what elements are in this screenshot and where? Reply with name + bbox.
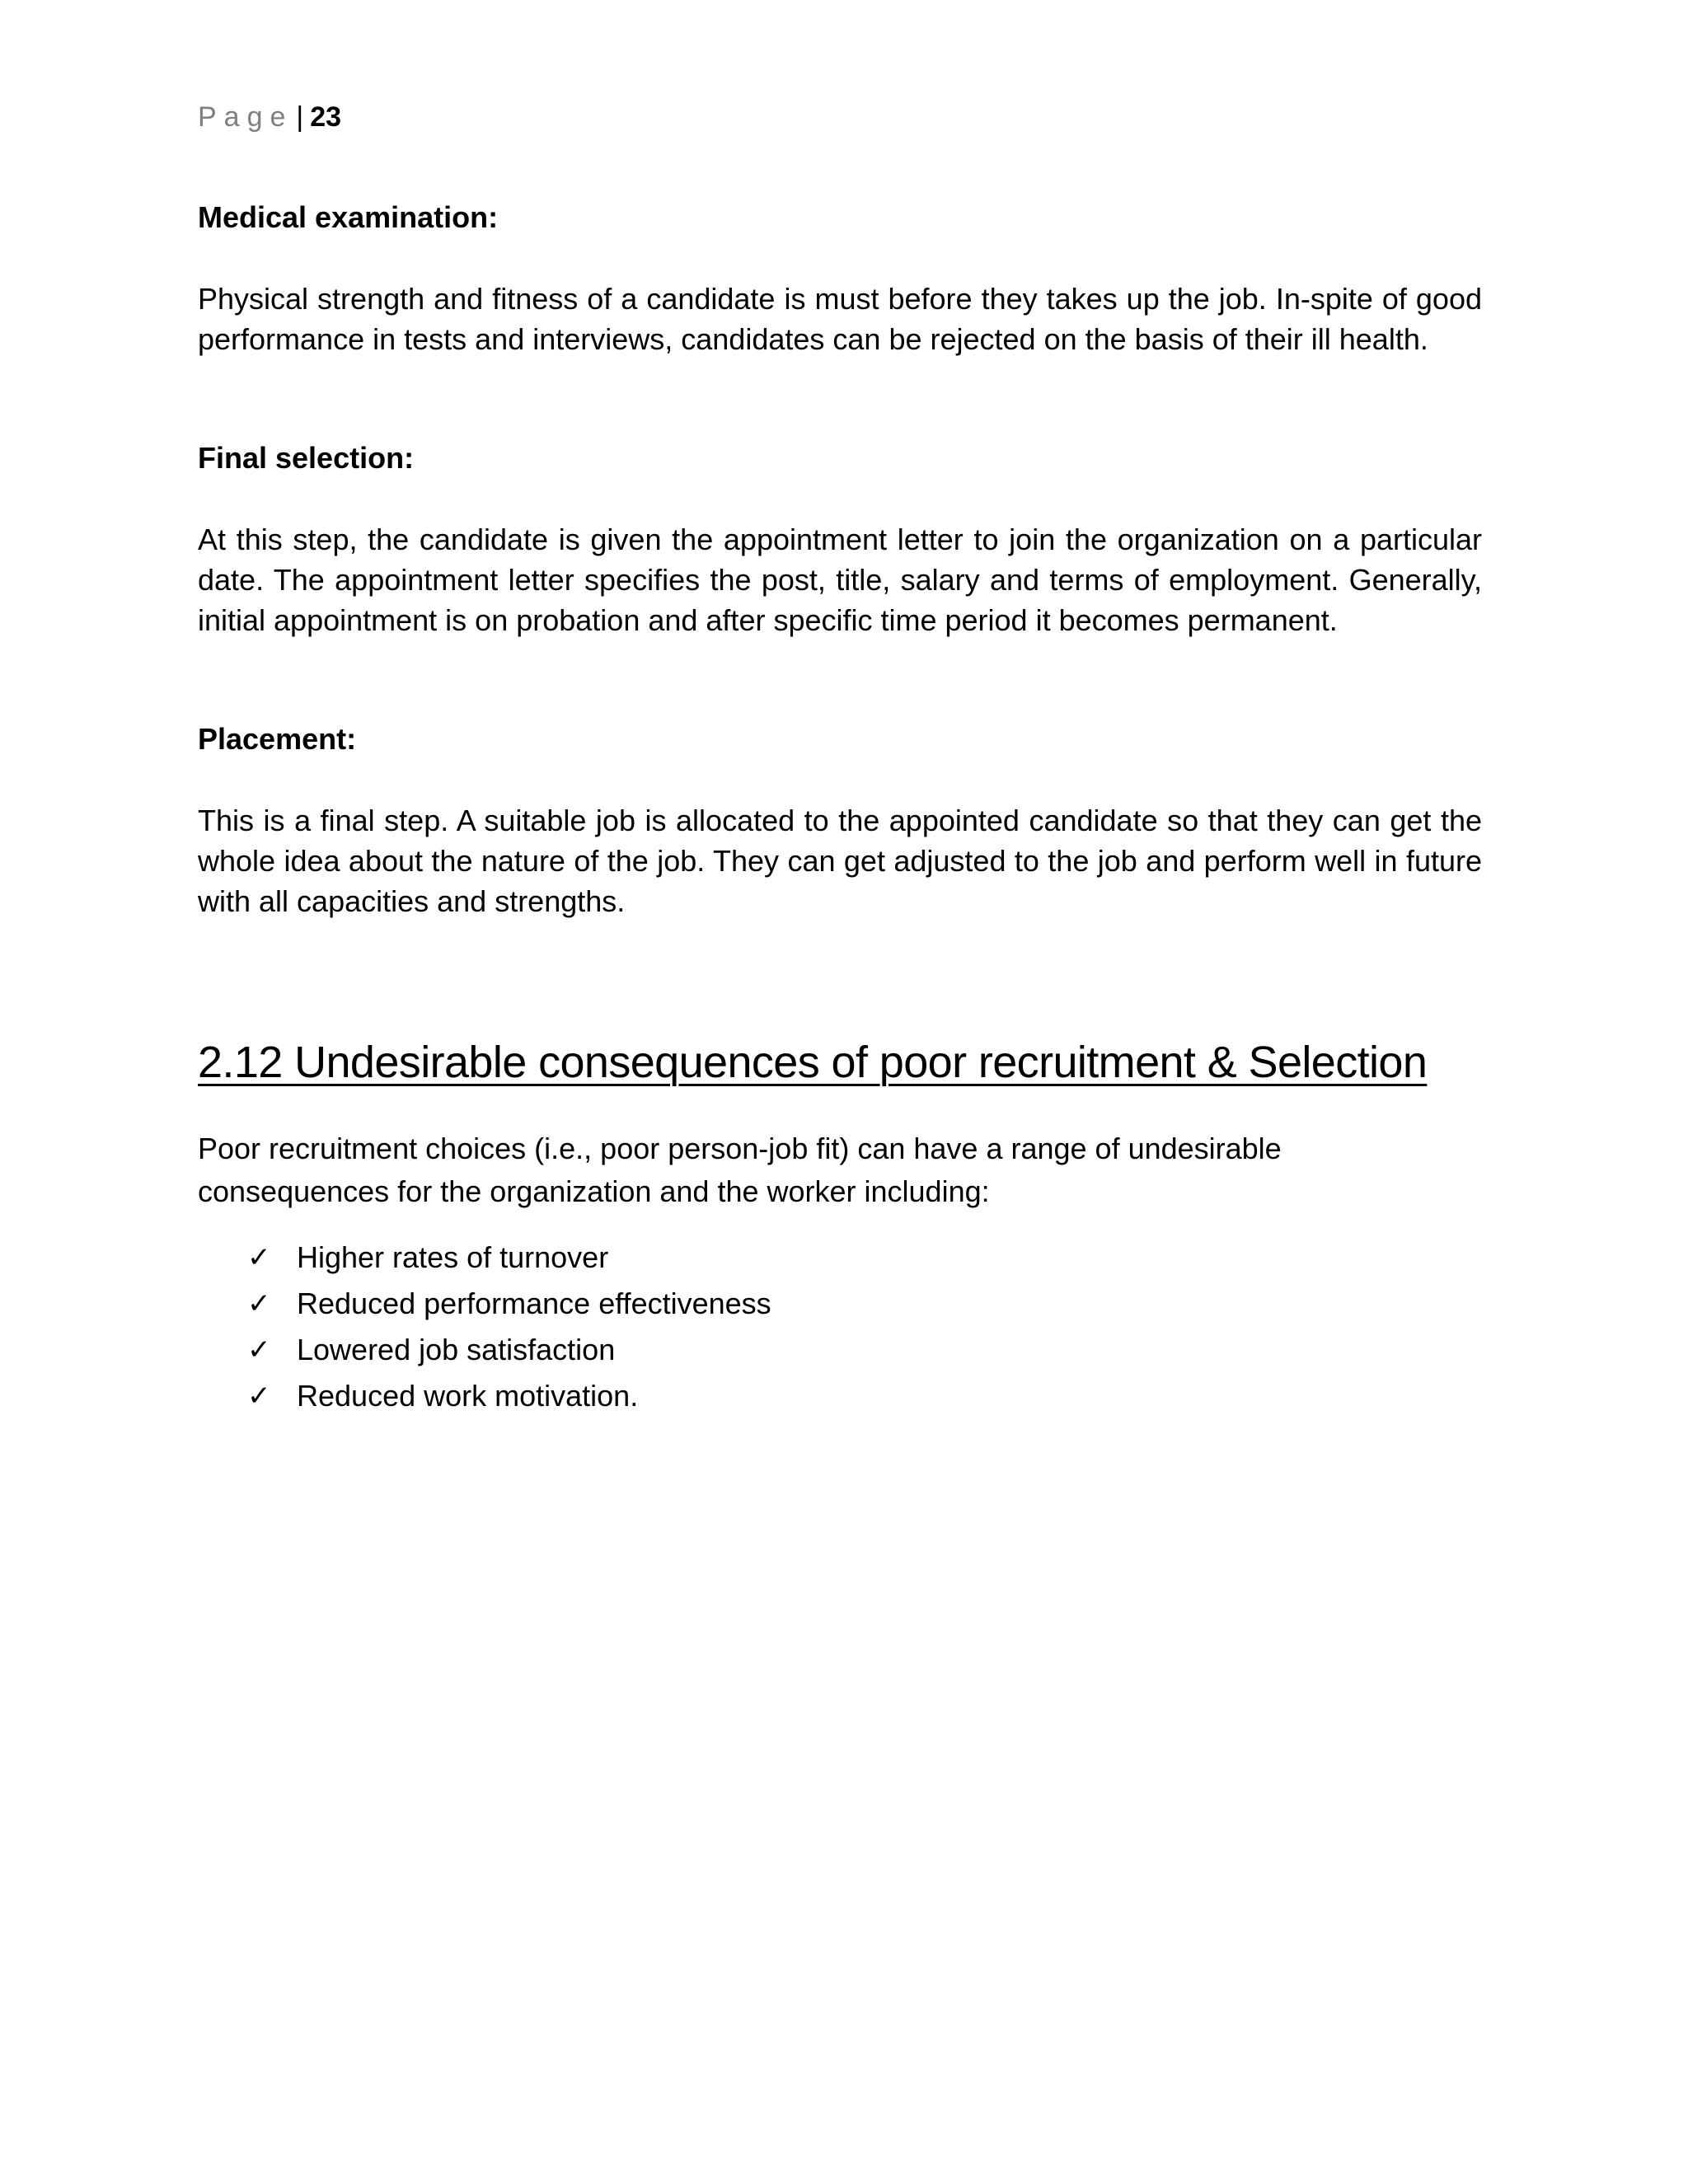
check-icon: ✓ [247, 1288, 271, 1319]
page-number: 23 [310, 101, 342, 133]
list-item [247, 1235, 771, 1281]
page-separator: | [296, 101, 304, 133]
check-icon: ✓ [247, 1380, 271, 1412]
check-icon: ✓ [247, 1242, 271, 1273]
page-header [198, 97, 341, 137]
medical-examination-text: Physical strength and fitness of a candidate is must before they takes up the job. In-spite of good performance in tests and interviews, candidates can be rejected on the basis of their ill health. [198, 282, 1482, 356]
intro-line-1: Poor recruitment choices (i.e., poor person-job fit) can have a range of undesirable [198, 1132, 1282, 1165]
check-icon: ✓ [247, 1334, 271, 1366]
section-heading: 2.12 Undesirable consequences of poor recruitment & Selection [198, 1038, 1428, 1087]
consequences-intro [198, 1127, 1482, 1213]
consequences-list [247, 1235, 771, 1419]
list-item [247, 1281, 771, 1327]
list-item-text: Reduced performance effectiveness [297, 1286, 771, 1320]
final-selection-text: At this step, the candidate is given the appointment letter to join the organization on a particular date. The appointment letter specifies the post, title, salary and terms of employment. Generally, initial appointment is on probation and after specific time period it becomes permanent. [198, 523, 1482, 637]
document-page [198, 0, 1482, 2184]
medical-examination-heading: Medical examination: [198, 200, 499, 234]
list-item-text: Reduced work motivation. [297, 1379, 639, 1413]
list-item [247, 1327, 771, 1373]
final-selection-heading: Final selection: [198, 441, 415, 475]
placement-heading: Placement: [198, 722, 357, 756]
placement-text: This is a final step. A suitable job is allocated to the appointed candidate so that they can get the whole idea about the nature of the job. They can get adjusted to the job and perform well in future with all capacities and strengths. [198, 804, 1482, 918]
list-item-text: Higher rates of turnover [297, 1240, 609, 1274]
list-item [247, 1373, 771, 1419]
list-item-text: Lowered job satisfaction [297, 1333, 616, 1366]
page-label: Page [198, 101, 293, 133]
intro-line-2: consequences for the organization and the worker including: [198, 1174, 990, 1208]
